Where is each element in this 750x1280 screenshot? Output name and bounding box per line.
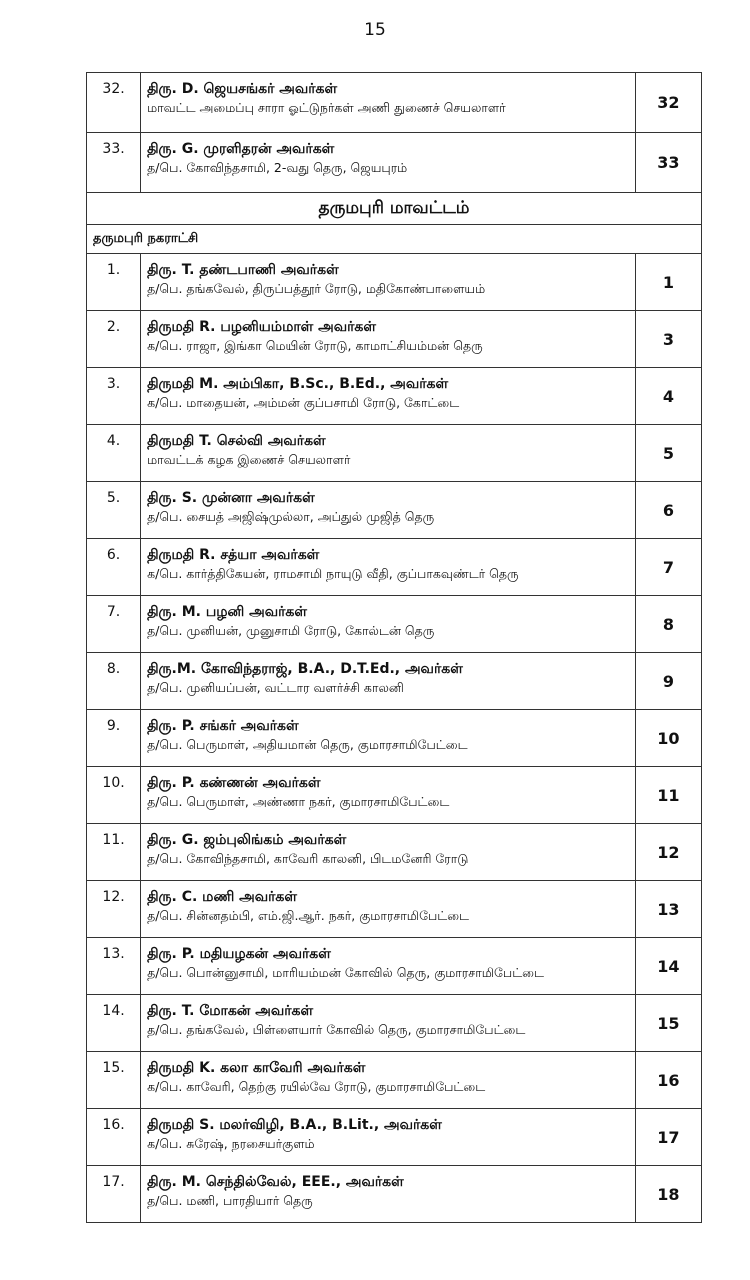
table-row	[87, 1052, 702, 1109]
ward-number: 16	[635, 1052, 701, 1109]
member-address: த/பெ. மணி, பாரதியார் தெரு	[147, 1193, 313, 1208]
table-row	[87, 995, 702, 1052]
member-details	[141, 596, 636, 653]
ward-number: 14	[635, 938, 701, 995]
serial-number: 12.	[87, 881, 141, 938]
ward-number: 8	[635, 596, 701, 653]
member-name: திருமதி M. அம்பிகா, B.Sc., B.Ed., அவர்கள்	[147, 376, 449, 392]
member-address: க/பெ. சுரேஷ், நரசையர்குளம்	[147, 1136, 315, 1151]
member-address: மாவட்ட அமைப்பு சாரா ஓட்டுநர்கள் அணி துணைச் செயலாளர்	[147, 100, 506, 115]
serial-number: 17.	[87, 1166, 141, 1223]
member-address: க/பெ. ராஜா, இங்கா மெயின் ரோடு, காமாட்சியம்மன் தெரு	[147, 338, 483, 353]
ward-number: 13	[635, 881, 701, 938]
serial-number: 14.	[87, 995, 141, 1052]
member-name: திரு. T. தண்டபாணி அவர்கள்	[147, 262, 339, 278]
table-row	[87, 653, 702, 710]
member-address: த/பெ. முனியப்பன், வட்டார வளர்ச்சி காலனி	[147, 680, 404, 695]
table-row	[87, 1109, 702, 1166]
serial-number: 33.	[87, 133, 141, 193]
member-address: த/பெ. பெருமாள், அண்ணா நகர், குமாரசாமிபேட்டை	[147, 794, 450, 809]
member-name: திருமதி K. கலா காவேரி அவர்கள்	[147, 1060, 366, 1076]
ward-number: 4	[635, 368, 701, 425]
member-name: திரு.M. கோவிந்தராஜ், B.A., D.T.Ed., அவர்கள்	[147, 661, 463, 677]
table-row	[87, 73, 702, 133]
table-row	[87, 938, 702, 995]
member-address: த/பெ. சின்னதம்பி, எம்.ஜி.ஆர். நகர், குமாரசாமிபேட்டை	[147, 908, 469, 923]
page-number: 15	[364, 20, 386, 40]
district-heading: தருமபுரி மாவட்டம்	[87, 193, 702, 225]
table-row	[87, 767, 702, 824]
serial-number: 2.	[87, 311, 141, 368]
member-name: திரு. M. பழனி அவர்கள்	[147, 604, 308, 620]
serial-number: 6.	[87, 539, 141, 596]
member-address: மாவட்டக் கழக இணைச் செயலாளர்	[147, 452, 351, 467]
member-address: த/பெ. பெருமாள், அதியமான் தெரு, குமாரசாமிபேட்டை	[147, 737, 468, 752]
member-name: திரு. M. செந்தில்வேல், EEE., அவர்கள்	[147, 1174, 404, 1190]
table-row	[87, 710, 702, 767]
table-row	[87, 311, 702, 368]
member-address: க/பெ. கார்த்திகேயன், ராமசாமி நாயுடு வீதி, குப்பாகவுண்டர் தெரு	[147, 566, 519, 581]
member-details	[141, 368, 636, 425]
ward-number: 7	[635, 539, 701, 596]
member-name: திரு. P. மதியழகன் அவர்கள்	[147, 946, 331, 962]
serial-number: 7.	[87, 596, 141, 653]
member-address: க/பெ. மாதையன், அம்மன் குப்பசாமி ரோடு, கோட்டை	[147, 395, 460, 410]
member-details	[141, 824, 636, 881]
ward-number: 10	[635, 710, 701, 767]
member-name: திரு. P. கண்ணன் அவர்கள்	[147, 775, 321, 791]
member-details	[141, 254, 636, 311]
table-row	[87, 133, 702, 193]
member-details	[141, 995, 636, 1052]
ward-number: 32	[635, 73, 701, 133]
ward-number: 6	[635, 482, 701, 539]
member-details	[141, 311, 636, 368]
sub-heading-row	[87, 225, 702, 254]
member-details	[141, 425, 636, 482]
member-address: த/பெ. தங்கவேல், திருப்பத்தூர் ரோடு, மதிகோண்பாளையம்	[147, 281, 486, 296]
table-row	[87, 1166, 702, 1223]
serial-number: 16.	[87, 1109, 141, 1166]
member-name: திரு. D. ஜெயசங்கர் அவர்கள்	[147, 81, 338, 97]
serial-number: 4.	[87, 425, 141, 482]
ward-number: 18	[635, 1166, 701, 1223]
table-row	[87, 539, 702, 596]
member-name: திரு. G. முரளிதரன் அவர்கள்	[147, 141, 335, 157]
member-details	[141, 653, 636, 710]
member-name: திரு. T. மோகன் அவர்கள்	[147, 1003, 314, 1019]
district-heading-row	[87, 193, 702, 225]
serial-number: 15.	[87, 1052, 141, 1109]
member-address: த/பெ. முனியன், முனுசாமி ரோடு, கோல்டன் தெரு	[147, 623, 435, 638]
ward-number: 33	[635, 133, 701, 193]
ward-number: 5	[635, 425, 701, 482]
ward-number: 12	[635, 824, 701, 881]
serial-number: 10.	[87, 767, 141, 824]
serial-number: 3.	[87, 368, 141, 425]
members-table-body	[87, 73, 702, 1223]
ward-number: 1	[635, 254, 701, 311]
ward-number: 11	[635, 767, 701, 824]
serial-number: 13.	[87, 938, 141, 995]
member-details	[141, 1109, 636, 1166]
serial-number: 8.	[87, 653, 141, 710]
member-details	[141, 1166, 636, 1223]
table-row	[87, 881, 702, 938]
ward-number: 9	[635, 653, 701, 710]
member-name: திருமதி R. சத்யா அவர்கள்	[147, 547, 320, 563]
member-name: திருமதி R. பழனியம்மாள் அவர்கள்	[147, 319, 377, 335]
member-details	[141, 710, 636, 767]
member-name: திரு. C. மணி அவர்கள்	[147, 889, 298, 905]
serial-number: 9.	[87, 710, 141, 767]
table-row	[87, 425, 702, 482]
member-name: திரு. P. சங்கர் அவர்கள்	[147, 718, 299, 734]
member-address: க/பெ. காவேரி, தெற்கு ரயில்வே ரோடு, குமாரசாமிபேட்டை	[147, 1079, 486, 1094]
members-table	[86, 72, 702, 1223]
ward-number: 15	[635, 995, 701, 1052]
table-row	[87, 254, 702, 311]
serial-number: 5.	[87, 482, 141, 539]
member-address: த/பெ. கோவிந்தசாமி, 2-வது தெரு, ஜெயபுரம்	[147, 160, 408, 175]
member-details	[141, 767, 636, 824]
member-name: திருமதி T. செல்வி அவர்கள்	[147, 433, 326, 449]
member-name: திருமதி S. மலர்விழி, B.A., B.Lit., அவர்கள்	[147, 1117, 442, 1133]
serial-number: 1.	[87, 254, 141, 311]
table-row	[87, 482, 702, 539]
ward-number: 17	[635, 1109, 701, 1166]
member-details	[141, 133, 636, 193]
serial-number: 32.	[87, 73, 141, 133]
table-row	[87, 596, 702, 653]
member-details	[141, 1052, 636, 1109]
member-address: த/பெ. கோவிந்தசாமி, காவேரி காலனி, பிடமனேரி ரோடு	[147, 851, 469, 866]
member-address: த/பெ. சையத் அஜிஷ்முல்லா, அப்துல் முஜித் தெரு	[147, 509, 435, 524]
member-details	[141, 938, 636, 995]
member-address: த/பெ. பொன்னுசாமி, மாரியம்மன் கோவில் தெரு, குமாரசாமிபேட்டை	[147, 965, 544, 980]
member-details	[141, 73, 636, 133]
table-row	[87, 824, 702, 881]
member-address: த/பெ. தங்கவேல், பிள்ளையார் கோவில் தெரு, குமாரசாமிபேட்டை	[147, 1022, 526, 1037]
member-details	[141, 539, 636, 596]
member-name: திரு. G. ஜம்புலிங்கம் அவர்கள்	[147, 832, 347, 848]
member-details	[141, 482, 636, 539]
municipality-heading: தருமபுரி நகராட்சி	[87, 225, 702, 254]
member-details	[141, 881, 636, 938]
table-row	[87, 368, 702, 425]
serial-number: 11.	[87, 824, 141, 881]
member-name: திரு. S. முன்னா அவர்கள்	[147, 490, 315, 506]
ward-number: 3	[635, 311, 701, 368]
